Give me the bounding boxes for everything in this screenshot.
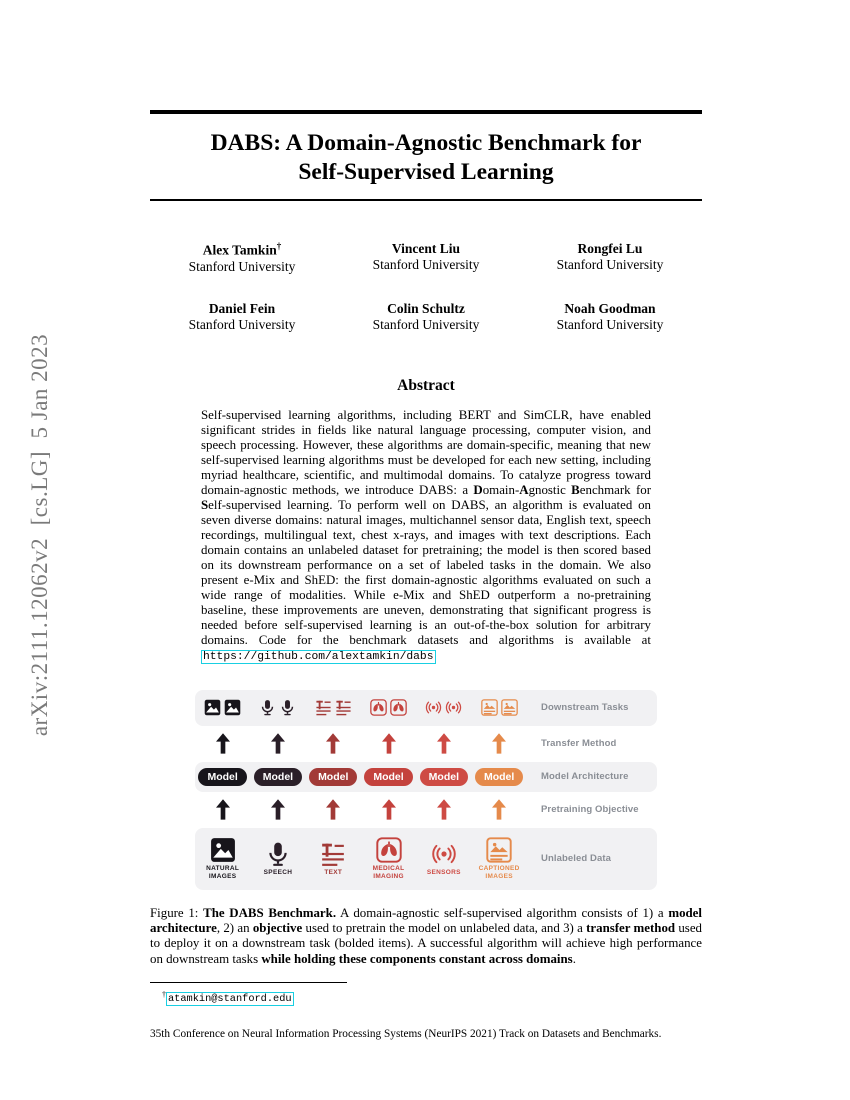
- up-arrow-icon: [195, 799, 250, 820]
- paper-title: [170, 129, 682, 186]
- data-caption: SENSORS: [426, 868, 461, 876]
- title-line-1: DABS: A Domain-Agnostic Benchmark for: [210, 130, 642, 156]
- figure-row-pretraining-objective: [195, 795, 657, 825]
- data-column-captioned-images: [471, 837, 526, 882]
- model-badge: Model: [309, 768, 357, 786]
- microphone-icon: [279, 699, 296, 716]
- row-label-pretraining-objective: Pretraining Objective: [541, 804, 639, 816]
- up-arrow-icon: [361, 799, 416, 820]
- lungs-xray-icon: [390, 699, 407, 716]
- figure-row-transfer-method: [195, 729, 657, 759]
- author-name: Daniel Fein: [208, 300, 276, 316]
- abstract-text: Self-supervised learning algorithms, including BERT and SimCLR, have enabled significant strides in fields like natural language processing, computer vision, and speech processing. However, these algorithms are domain-specific, meaning that new self-supervised learning algorithms must be developed for each new setting, including myriad healthcare, scientific, and multimodal domains. To catalyze progress toward domain-agnostic methods, we introduce DABS: a Domain-Agnostic Benchmark for Self-supervised learning. To perform well on DABS, an algorithm is evaluated on seven diverse domains: natural images, multichannel sensor data, English text, speech recordings, multilingual text, chest x-rays, and images with text descriptions. Each domain contains an unlabeled dataset for pretraining; the model is then scored based on its downstream performance on a set of labeled tasks in the domain. We also present e-Mix and ShED: the first domain-agnostic algorithms evaluated on such a wide range of modalities. While e-Mix and ShED outperform a no-pretraining baseline, these improvements are uneven, demonstrating that significant progress is needed before self-supervised learning is an out-of-the-box solution for arbitrary domains. Code for the benchmark datasets and algorithms is available at https://github.com/alextamkin/dabs: [201, 408, 651, 663]
- footnote-marker: †: [276, 240, 282, 251]
- title-rule-bottom: [150, 199, 702, 201]
- downstream-icons-medical-imaging: [361, 699, 416, 716]
- author-name: Rongfei Lu: [577, 240, 643, 256]
- unlabeled-data-columns: [195, 837, 527, 882]
- email-link[interactable]: atamkin@stanford.edu: [168, 993, 292, 1006]
- captioned-image-icon: [486, 837, 512, 863]
- lungs-xray-icon: [370, 699, 387, 716]
- downstream-icons-natural-images: [195, 699, 250, 716]
- figure-row-model-architecture: [195, 762, 657, 792]
- model-badge: Model: [254, 768, 302, 786]
- footnote-rule: [150, 982, 347, 983]
- lungs-xray-icon: [376, 837, 402, 863]
- paper-content: [150, 0, 702, 1040]
- figure-row-unlabeled-data: [195, 828, 657, 890]
- downstream-icons-text: [306, 699, 361, 716]
- model-badge-columns: [195, 768, 527, 786]
- author-name: Colin Schultz: [387, 300, 465, 316]
- model-badge: Model: [475, 768, 523, 786]
- up-arrow-icon: [306, 733, 361, 754]
- author-name: Noah Goodman: [564, 300, 656, 316]
- footnote-marker: †: [162, 989, 166, 999]
- data-caption: CAPTIONED IMAGES: [478, 864, 520, 880]
- author-affiliation: Stanford University: [188, 258, 296, 274]
- text-document-icon: [320, 841, 346, 867]
- pretraining-arrow-columns: [195, 799, 527, 820]
- model-badge: Model: [198, 768, 246, 786]
- up-arrow-icon: [250, 799, 305, 820]
- up-arrow-icon: [471, 799, 526, 820]
- text-document-icon: [315, 699, 332, 716]
- downstream-icon-columns: [195, 699, 527, 716]
- author-affiliation: Stanford University: [372, 257, 480, 273]
- author-affiliation: Stanford University: [556, 257, 664, 273]
- author-cell: [334, 241, 518, 275]
- up-arrow-icon: [306, 799, 361, 820]
- abstract-heading: Abstract: [397, 377, 455, 395]
- downstream-icons-captioned-images: [471, 699, 526, 716]
- figure-1: [195, 690, 657, 890]
- data-column-sensors: [416, 837, 471, 882]
- author-affiliation: Stanford University: [188, 317, 296, 333]
- author-name: Vincent Liu: [391, 240, 461, 256]
- title-rule-top: [150, 110, 702, 114]
- model-badge: Model: [364, 768, 412, 786]
- sensor-waves-icon: [425, 699, 442, 716]
- up-arrow-icon: [471, 733, 526, 754]
- sensor-waves-icon: [431, 841, 457, 867]
- data-column-natural-images: [195, 837, 250, 882]
- author-cell: [150, 301, 334, 334]
- figure-row-downstream-tasks: [195, 690, 657, 726]
- microphone-icon: [259, 699, 276, 716]
- author-cell: [518, 301, 702, 334]
- author-block: [150, 241, 702, 334]
- data-column-text: [306, 837, 361, 882]
- row-label-model-architecture: Model Architecture: [541, 771, 629, 783]
- up-arrow-icon: [250, 733, 305, 754]
- figure-caption: Figure 1: The DABS Benchmark. A domain-agnostic self-supervised algorithm consists of 1) a model architecture, 2) an objective used to pretrain the model on unlabeled data, and 3) a transfer method used to deploy it on a downstream task (bolded items). A successful algorithm will achieve high performance on downstream tasks while holding these components constant across domains.: [150, 905, 702, 966]
- up-arrow-icon: [195, 733, 250, 754]
- data-caption: MEDICAL IMAGING: [372, 864, 405, 880]
- captioned-image-icon: [501, 699, 518, 716]
- model-badge: Model: [420, 768, 468, 786]
- image-icon: [204, 699, 221, 716]
- author-affiliation: Stanford University: [372, 317, 480, 333]
- author-cell: [150, 241, 334, 275]
- text-document-icon: [335, 699, 352, 716]
- arxiv-watermark: arXiv:2111.12062v2 [cs.LG] 5 Jan 2023: [27, 333, 52, 737]
- author-cell: [518, 241, 702, 275]
- downstream-icons-speech: [250, 699, 305, 716]
- title-line-2: Self-Supervised Learning: [298, 158, 554, 185]
- footnote: [162, 990, 702, 1006]
- row-label-transfer-method: Transfer Method: [541, 738, 617, 750]
- image-icon: [210, 837, 236, 863]
- up-arrow-icon: [416, 733, 471, 754]
- up-arrow-icon: [416, 799, 471, 820]
- microphone-icon: [265, 841, 291, 867]
- sensor-waves-icon: [445, 699, 462, 716]
- downstream-icons-sensors: [416, 699, 471, 716]
- up-arrow-icon: [361, 733, 416, 754]
- author-cell: [334, 301, 518, 334]
- data-caption: SPEECH: [263, 868, 293, 876]
- data-caption: NATURAL IMAGES: [206, 864, 240, 880]
- transfer-arrow-columns: [195, 733, 527, 754]
- captioned-image-icon: [481, 699, 498, 716]
- author-affiliation: Stanford University: [556, 317, 664, 333]
- github-link[interactable]: https://github.com/alextamkin/dabs: [203, 650, 434, 663]
- author-name: Alex Tamkin†: [202, 240, 282, 258]
- image-icon: [224, 699, 241, 716]
- row-label-unlabeled-data: Unlabeled Data: [541, 853, 612, 865]
- data-caption: TEXT: [324, 868, 343, 876]
- row-label-downstream-tasks: Downstream Tasks: [541, 702, 629, 714]
- data-column-medical-imaging: [361, 837, 416, 882]
- conference-footer: 35th Conference on Neural Information Processing Systems (NeurIPS 2021) Track on Datasets and Benchmarks.: [150, 1028, 662, 1041]
- data-column-speech: [250, 837, 305, 882]
